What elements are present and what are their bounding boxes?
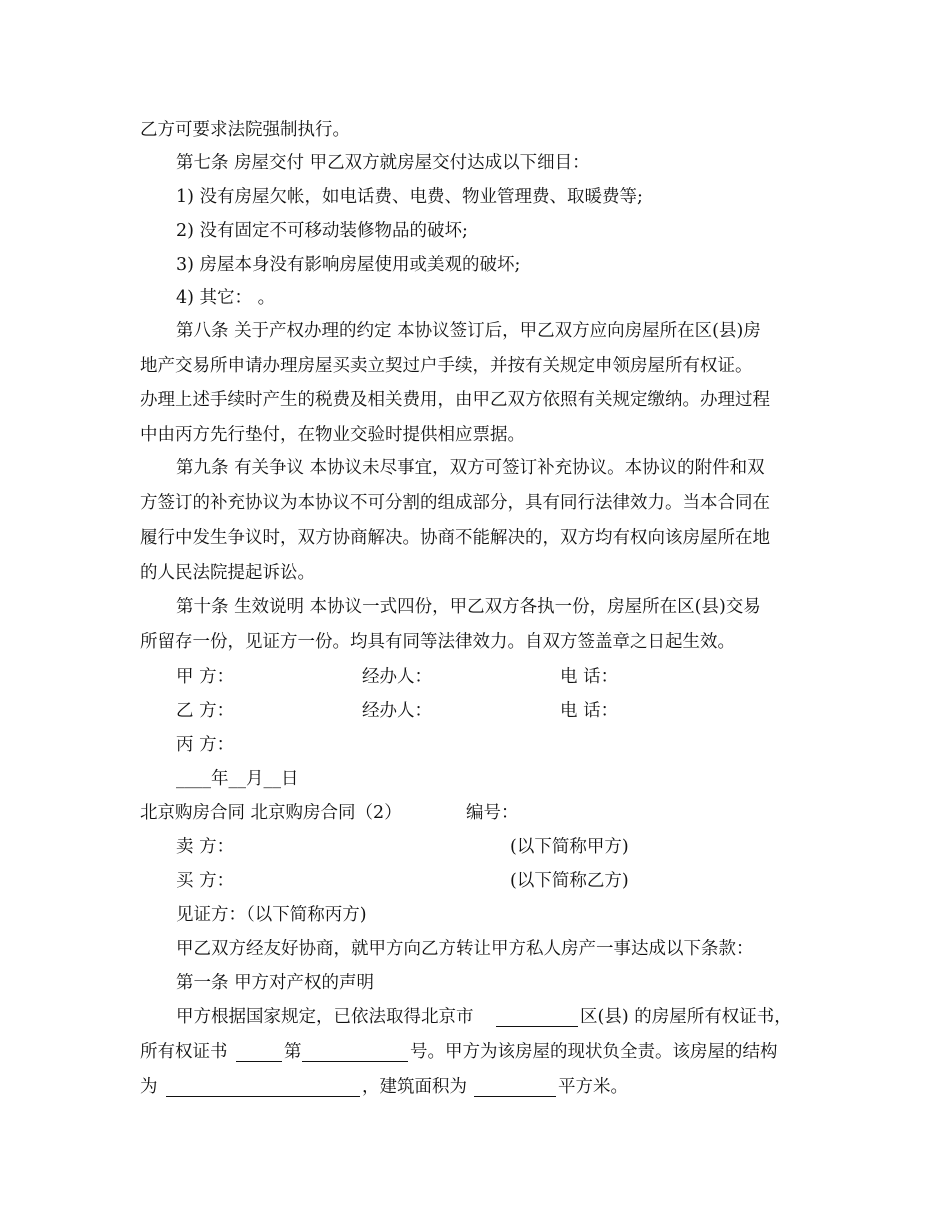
article-1-text-c: 所有权证书 — [140, 1042, 228, 1062]
article-1-text-d: 第 — [284, 1042, 302, 1062]
party-b-phone-label: 电 话： — [560, 701, 619, 721]
seller-note: (以下简称甲方) — [510, 837, 629, 857]
article-8-line-2: 地产交易所申请办理房屋买卖立契过户手续，并按有关规定申领房屋所有权证。 — [140, 356, 753, 376]
certificate-prefix-blank[interactable] — [236, 1061, 282, 1062]
article-9-line-4: 的人民法院提起诉讼。 — [140, 563, 315, 583]
article-1-text-b: 区(县) 的房屋所有权证书， — [580, 1007, 792, 1027]
buyer-label: 买 方： — [176, 871, 235, 891]
article-7-item-2: 2) 没有固定不可移动装修物品的破坏; — [176, 221, 468, 241]
article-1-text-e: 号。甲方为该房屋的现状负全责。该房屋的结构 — [410, 1042, 778, 1062]
party-c-label: 丙 方： — [176, 735, 235, 755]
party-a-phone-label: 电 话： — [560, 667, 619, 687]
party-b-agent-label: 经办人： — [362, 701, 432, 721]
article-1-text-g: ，建筑面积为 — [362, 1077, 467, 1097]
area-blank[interactable] — [474, 1096, 556, 1097]
party-b-label: 乙 方： — [176, 701, 235, 721]
party-a-label: 甲 方： — [176, 667, 235, 687]
article-7-title: 第七条 房屋交付 甲乙双方就房屋交付达成以下细目： — [176, 153, 590, 173]
article-8-line-1: 第八条 关于产权办理的约定 本协议签订后，甲乙双方应向房屋所在区(县)房 — [176, 321, 761, 341]
contract-2-article-1-title: 第一条 甲方对产权的声明 — [176, 973, 375, 993]
witness-label: 见证方：（以下简称丙方) — [176, 905, 367, 925]
contract-2-intro: 甲乙双方经友好协商，就甲方向乙方转让甲方私人房产一事达成以下条款： — [176, 939, 754, 959]
sign-date: ____年__月__日 — [176, 769, 299, 789]
article-1-text-a: 甲方根据国家规定，已依法取得北京市 — [176, 1007, 474, 1027]
article-10-line-1: 第十条 生效说明 本协议一式四份，甲乙双方各执一份，房屋所在区(县)交易 — [176, 597, 761, 617]
party-a-agent-label: 经办人： — [362, 667, 432, 687]
structure-blank[interactable] — [166, 1096, 360, 1097]
contract-number-label: 编号： — [466, 803, 519, 823]
article-10-line-2: 所留存一份，见证方一份。均具有同等法律效力。自双方签盖章之日起生效。 — [140, 632, 735, 652]
district-blank[interactable] — [496, 1026, 578, 1027]
article-7-item-3: 3) 房屋本身没有影响房屋使用或美观的破坏; — [176, 255, 521, 275]
article-1-text-f: 为 — [140, 1077, 158, 1097]
article-7-item-4: 4) 其它： 。 — [176, 288, 276, 308]
article-8-line-4: 中由丙方先行垫付，在物业交验时提供相应票据。 — [140, 425, 525, 445]
article-7-item-1: 1) 没有房屋欠帐，如电话费、电费、物业管理费、取暖费等; — [176, 187, 643, 207]
article-8-line-3: 办理上述手续时产生的税费及相关费用，由甲乙双方依照有关规定缴纳。办理过程 — [140, 390, 770, 410]
article-9-line-3: 履行中发生争议时，双方协商解决。协商不能解决的，双方均有权向该房屋所在地 — [140, 528, 770, 548]
contract-2-title: 北京购房合同 北京购房合同（2） — [140, 803, 402, 823]
article-9-line-2: 方签订的补充协议为本协议不可分割的组成部分，具有同行法律效力。当本合同在 — [140, 493, 770, 513]
paragraph-continuation: 乙方可要求法院强制执行。 — [140, 120, 350, 140]
buyer-note: (以下简称乙方) — [510, 871, 629, 891]
article-9-line-1: 第九条 有关争议 本协议未尽事宜，双方可签订补充协议。本协议的附件和双 — [176, 458, 765, 478]
certificate-number-blank[interactable] — [302, 1061, 408, 1062]
seller-label: 卖 方： — [176, 837, 235, 857]
article-1-text-h: 平方米。 — [558, 1077, 628, 1097]
